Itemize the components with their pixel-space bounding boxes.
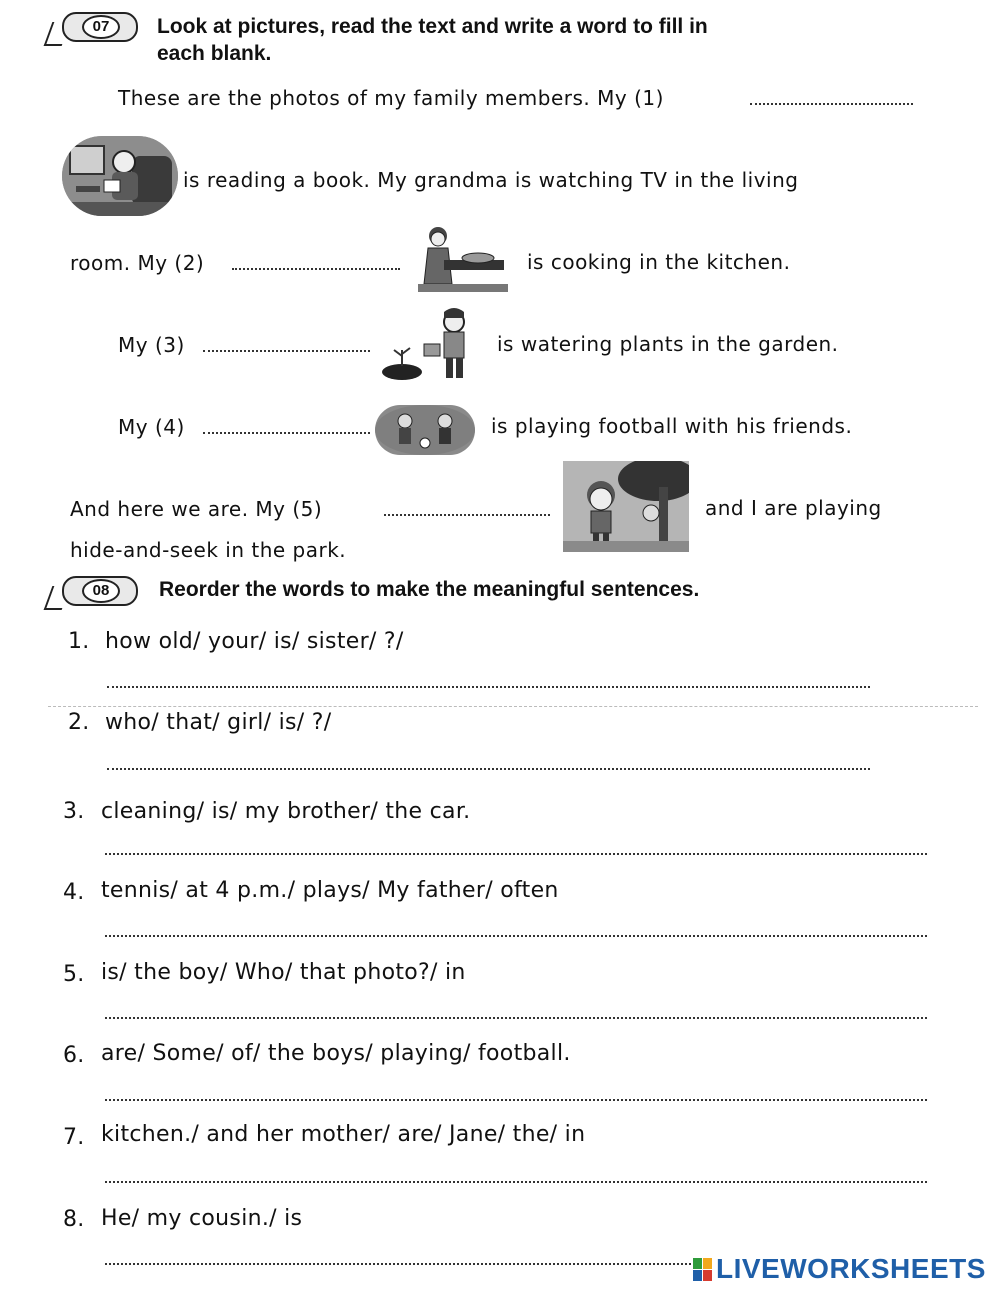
blank-2[interactable] [232,268,400,270]
blank-3[interactable] [203,350,370,352]
item-1-answer-line[interactable] [107,686,870,688]
item-7-number: 7. [63,1125,85,1150]
watering-plants-picture [380,306,486,384]
paragraph-line-5b: is playing football with his friends. [491,414,853,438]
paragraph-line-4a: My (3) [118,333,185,357]
item-4-answer-line[interactable] [105,935,927,937]
exercise-8-badge [62,576,138,606]
item-2-text: who/ that/ girl/ is/ ?/ [105,710,332,735]
item-6-text: are/ Some/ of/ the boys/ playing/ football. [101,1041,571,1066]
item-5-number: 5. [63,962,85,987]
paragraph-line-3a: room. My (2) [70,251,205,275]
item-6-answer-line[interactable] [105,1099,927,1101]
paragraph-line-6a: And here we are. My (5) [70,497,323,521]
blank-1[interactable] [750,103,913,105]
scan-fold-line [48,706,978,707]
exercise-8-heading: Reorder the words to make the meaningful sentences. [159,578,700,601]
blank-5[interactable] [384,514,550,516]
item-7-text: kitchen./ and her mother/ are/ Jane/ the/ in [101,1122,586,1147]
paragraph-line-7: hide-and-seek in the park. [70,538,347,562]
exercise-8-number: 08 [82,579,120,603]
item-1-text: how old/ your/ is/ sister/ ?/ [105,629,404,654]
paragraph-line-5a: My (4) [118,415,185,439]
hide-and-seek-picture [563,461,689,552]
liveworksheets-logo-text: LIVEWORKSHEETS [716,1253,986,1284]
item-8-answer-line[interactable] [105,1263,695,1265]
item-1-number: 1. [68,629,90,654]
grandpa-reading-picture [62,136,178,216]
exercise-7-number: 07 [82,15,120,39]
mother-cooking-picture [408,224,514,296]
paragraph-line-6b: and I are playing [705,496,882,520]
item-4-number: 4. [63,880,85,905]
paragraph-line-2: is reading a book. My grandma is watching TV in the living [183,168,799,192]
paragraph-line-4b: is watering plants in the garden. [497,332,839,356]
blank-4[interactable] [203,432,370,434]
item-8-text: He/ my cousin./ is [101,1206,303,1231]
item-2-number: 2. [68,710,90,735]
item-4-text: tennis/ at 4 p.m./ plays/ My father/ often [101,878,559,903]
football-picture [375,405,475,455]
item-3-answer-line[interactable] [105,853,927,855]
paragraph-line-3b: is cooking in the kitchen. [527,250,791,274]
item-5-text: is/ the boy/ Who/ that photo?/ in [101,960,466,985]
item-5-answer-line[interactable] [105,1017,927,1019]
liveworksheets-logo-icon [693,1258,713,1282]
exercise-7-heading-line1: Look at pictures, read the text and write a word to fill in [157,15,708,38]
item-3-number: 3. [63,799,85,824]
item-6-number: 6. [63,1043,85,1068]
item-3-text: cleaning/ is/ my brother/ the car. [101,799,471,824]
item-2-answer-line[interactable] [107,768,870,770]
exercise-7-badge [62,12,138,42]
item-7-answer-line[interactable] [105,1181,927,1183]
paragraph-line-1: These are the photos of my family members. My (1) [118,86,664,110]
item-8-number: 8. [63,1207,85,1232]
exercise-7-heading-line2: each blank. [157,42,272,65]
